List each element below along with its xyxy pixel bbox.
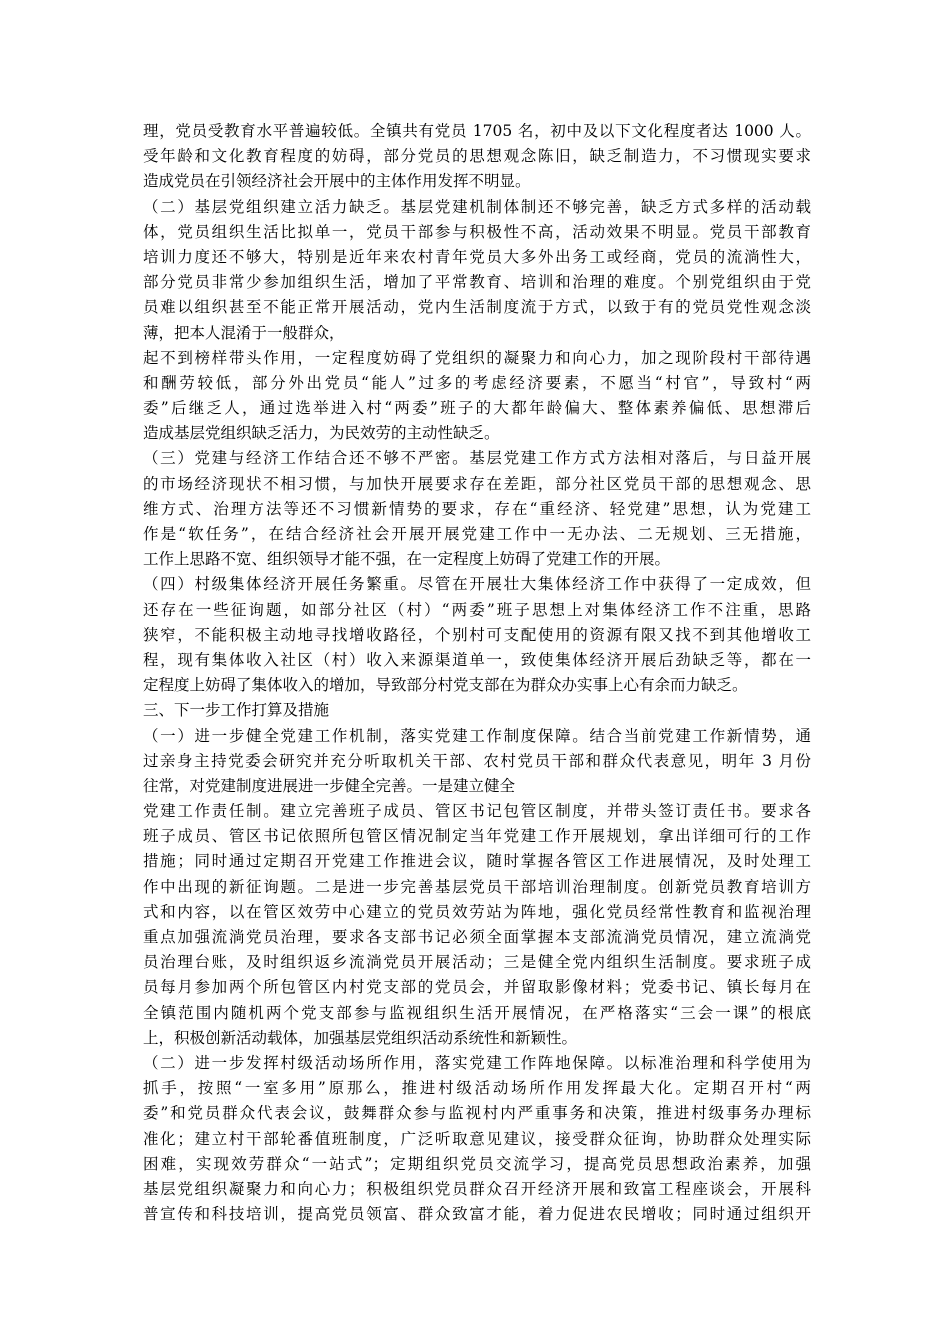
text-line: 程，现有集体收入社区（村）收入来源渠道单一，致使集体经济开展后劲缺乏等，都在一 (143, 650, 811, 669)
text-line: 工作上思路不宽、组织领导才能不强，在一定程度上妨碍了党建工作的开展。 (143, 550, 671, 569)
text-line: 还存在一些征询题，如部分社区（村）“两委”班子思想上对集体经济工作不注重，思路 (143, 600, 811, 619)
text-line: 上，积极创新活动载体，加强基层党组织活动系统性和新颖性。 (143, 1028, 578, 1047)
text-line: （四）村级集体经济开展任务繁重。尽管在开展壮大集体经济工作中获得了一定成效，但 (143, 575, 811, 594)
text-line: 员每月参加两个所包管区内村党支部的党员会，并留取影像材料；党委书记、镇长每月在 (143, 978, 811, 997)
text-line: 全镇范围内随机两个党支部参与监视组织生活开展情况，在严格落实“三会一课”的根底 (143, 1003, 811, 1022)
text-line: 的市场经济现状不相习惯，与加快开展要求存在差距，部分社区党员干部的思想观念、思 (143, 474, 811, 493)
text-line: 三、下一步工作打算及措施 (143, 701, 330, 720)
text-line: 措施；同时通过定期召开党建工作推进会议，随时掌握各管区工作进展情况，及时处理工 (143, 852, 811, 871)
text-line: （二）进一步发挥村级活动场所作用，落实党建工作阵地保障。以标准治理和科学使用为 (143, 1053, 811, 1072)
text-line: 薄，把本人混淆于一般群众， (143, 323, 345, 342)
text-line: 抓手，按照“一室多用”原那么，推进村级活动场所作用发挥最大化。定期召开村“两 (143, 1079, 811, 1098)
text-line: 培训力度还不够大，特别是近年来农村青年党员大多外出务工或经商，党员的流淌性大， (143, 247, 811, 266)
text-line: 班子成员、管区书记依照所包管区情况制定当年党建工作开展规划，拿出详细可行的工作 (143, 827, 811, 846)
text-line: （三）党建与经济工作结合还不够不严密。基层党建工作方式方法相对落后，与日益开展 (143, 449, 811, 468)
text-line: 作中出现的新征询题。二是进一步完善基层党员干部培训治理制度。创新党员教育培训方 (143, 877, 811, 896)
document-body-text (143, 119, 811, 1227)
text-line: 基层党组织凝聚力和向心力；积极组织党员群众召开经济开展和致富工程座谈会，开展科 (143, 1179, 811, 1198)
text-line: 受年龄和文化教育程度的妨碍，部分党员的思想观念陈旧，缺乏制造力，不习惯现实要求 (143, 147, 811, 166)
text-line: 委”后继乏人，通过选举进入村“两委”班子的大都年龄偏大、整体素养偏低、思想滞后 (143, 399, 811, 418)
text-line: 委”和党员群众代表会议，鼓舞群众参与监视村内严重事务和决策，推进村级事务办理标 (143, 1104, 811, 1123)
text-line: 起不到榜样带头作用，一定程度妨碍了党组织的凝聚力和向心力，加之现阶段村干部待遇 (143, 348, 811, 367)
text-line: 部分党员非常少参加组织生活，增加了平常教育、培训和治理的难度。个别党组织由于党 (143, 273, 811, 292)
text-line: （一）进一步健全党建工作机制，落实党建工作制度保障。结合当前党建工作新情势，通 (143, 726, 811, 745)
text-line: 准化；建立村干部轮番值班制度，广泛听取意见建议，接受群众征询，协助群众处理实际 (143, 1129, 811, 1148)
text-line: 定程度上妨碍了集体收入的增加，导致部分村党支部在为群众办实事上心有余而力缺乏。 (143, 676, 748, 695)
text-line: 体，党员组织生活比拟单一，党员干部参与积极性不高，活动效果不明显。党员干部教育 (143, 222, 811, 241)
text-line: 员难以组织甚至不能正常开展活动，党内生活制度流于方式，以致于有的党员党性观念淡 (143, 298, 811, 317)
text-line: 狭窄，不能积极主动地寻找增收路径，个别村可支配使用的资源有限又找不到其他增收工 (143, 625, 811, 644)
text-line: 普宣传和科技培训，提高党员领富、群众致富才能，着力促进农民增收；同时通过组织开 (143, 1205, 811, 1224)
text-line: 理，党员受教育水平普遍较低。全镇共有党员 1705 名，初中及以下文化程度者达 1000 人。 (143, 122, 811, 140)
text-line: 式和内容，以在管区效劳中心建立的党员效劳站为阵地，强化党员经常性教育和监视治理 (143, 902, 811, 921)
text-line: （二）基层党组织建立活力缺乏。基层党建机制体制还不够完善，缺乏方式多样的活动载 (143, 197, 811, 216)
text-line: 造成党员在引领经济社会开展中的主体作用发挥不明显。 (143, 172, 531, 191)
text-line: 维方式、治理方法等还不习惯新情势的要求，存在“重经济、轻党建”思想，认为党建工 (143, 499, 811, 518)
text-line: 重点加强流淌党员治理，要求各支部书记必须全面掌握本支部流淌党员情况，建立流淌党 (143, 928, 811, 946)
text-line: 往常，对党建制度进展进一步健全完善。一是建立健全 (143, 776, 516, 795)
text-line: 过亲身主持党委会研究并充分听取机关干部、农村党员干部和群众代表意见，明年 3 月份 (143, 751, 811, 770)
text-line: 和酬劳较低，部分外出党员“能人”过多的考虑经济要素，不愿当“村官”，导致村“两 (143, 373, 811, 392)
text-line: 困难，实现效劳群众“一站式”；定期组织党员交流学习，提高党员思想政治素养，加强 (143, 1154, 811, 1173)
text-line: 造成基层党组织缺乏活力，为民效劳的主动性缺乏。 (143, 424, 500, 443)
text-line: 作是“软任务”，在结合经济社会开展开展党建工作中一无办法、二无规划、三无措施， (143, 525, 811, 543)
text-line: 党建工作责任制。建立完善班子成员、管区书记包管区制度，并带头签订责任书。要求各 (143, 802, 811, 821)
text-line: 员治理台账，及时组织返乡流淌党员开展活动；三是健全党内组织生活制度。要求班子成 (143, 953, 811, 972)
